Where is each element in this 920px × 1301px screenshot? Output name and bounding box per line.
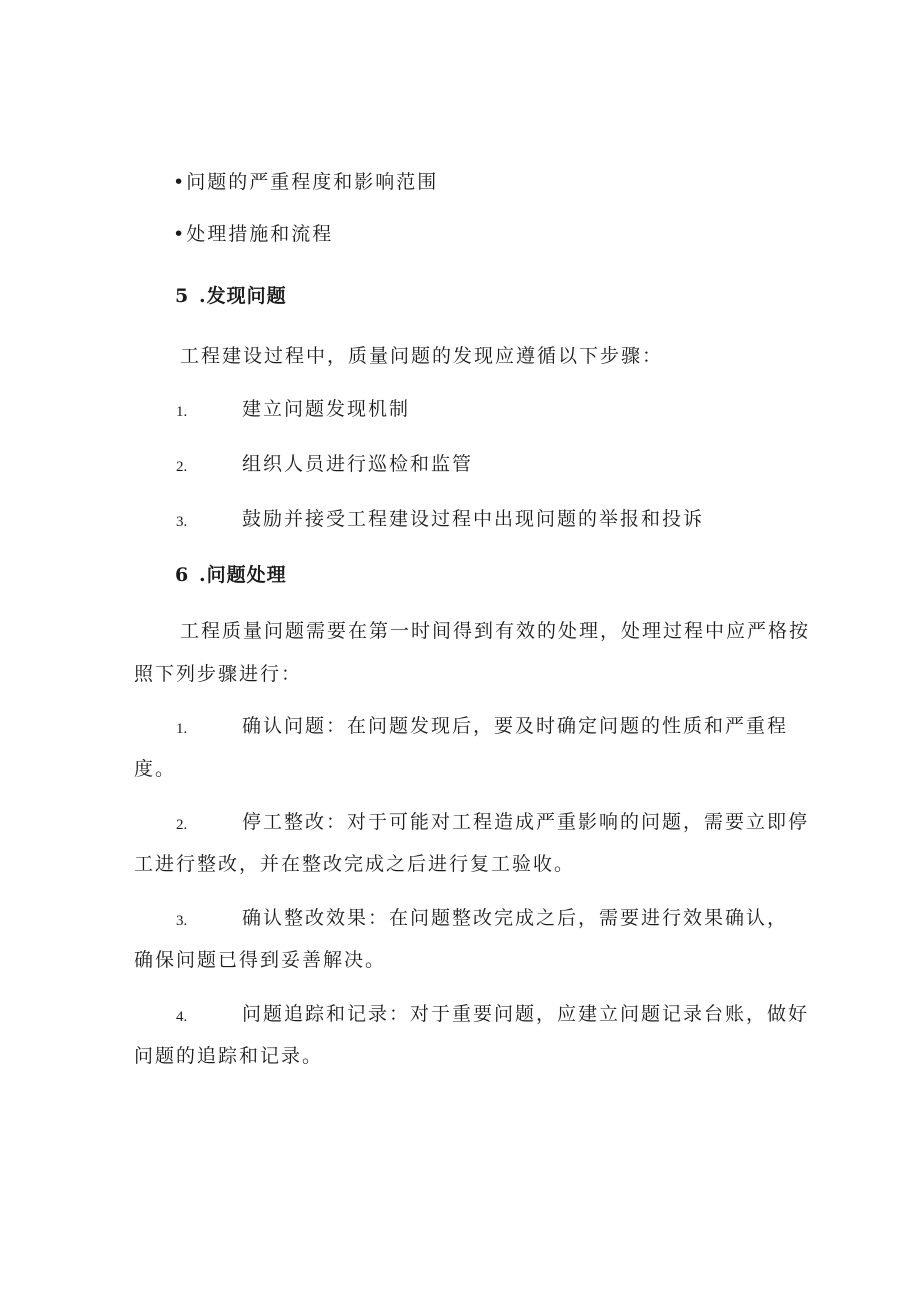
section-6-heading (175, 563, 287, 587)
section-6-title: .问题处理 (199, 564, 287, 586)
section-6-item-number: 1. (176, 721, 188, 737)
section-5-title: .发现问题 (199, 285, 287, 307)
section-6-item-line2: 确保问题已得到妥善解决。 (134, 949, 387, 971)
section-6-item-number: 3. (176, 913, 188, 929)
section-6-item-number: 2. (176, 817, 188, 833)
bullet-item-measures: •处理措施和流程 (173, 223, 334, 245)
section-6-item-line2: 问题的追踪和记录。 (134, 1045, 324, 1067)
section-5-item-text: 鼓励并接受工程建设过程中出现问题的举报和投诉 (242, 508, 705, 530)
section-5-item-text: 组织人员进行巡检和监管 (242, 453, 474, 475)
section-6-item-line1: 确认整改效果：在问题整改完成之后，需要进行效果确认， (242, 907, 789, 929)
section-5-item-number: 3. (176, 514, 188, 530)
section-6-number: 6 (175, 564, 190, 586)
section-6-item-line1: 停工整改：对于可能对工程造成严重影响的问题，需要立即停 (242, 811, 810, 833)
section-6-item-number: 4. (176, 1009, 188, 1025)
section-6-item-line1: 问题追踪和记录：对于重要问题，应建立问题记录台账，做好 (242, 1003, 810, 1025)
section-5-item-number: 2. (176, 459, 188, 475)
section-5-item-text: 建立问题发现机制 (242, 398, 411, 420)
section-5-number: 5 (175, 285, 190, 307)
section-5-intro: 工程建设过程中，质量问题的发现应遵循以下步骤： (180, 345, 664, 367)
section-5-item-number: 1. (176, 404, 188, 420)
section-6-item-line1: 确认问题：在问题发现后，要及时确定问题的性质和严重程 (242, 715, 789, 737)
section-6-intro-line2: 照下列步骤进行： (134, 663, 303, 685)
section-5-heading (175, 284, 287, 308)
bullet-item-severity: •问题的严重程度和影响范围 (173, 171, 439, 193)
section-6-item-line2: 工进行整改，并在整改完成之后进行复工验收。 (134, 853, 576, 875)
section-6-intro-line1: 工程质量问题需要在第一时间得到有效的处理，处理过程中应严格按 (180, 620, 811, 642)
section-6-item-line2: 度。 (134, 758, 177, 780)
